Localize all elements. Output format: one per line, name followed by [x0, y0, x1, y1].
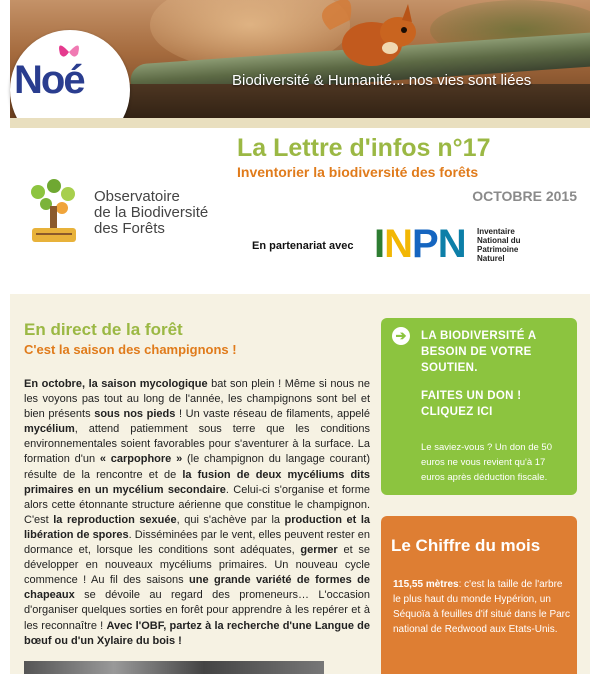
noe-logo[interactable]: Noé	[14, 58, 84, 102]
newsletter-date: OCTOBRE 2015	[472, 188, 577, 204]
chiffre-text	[393, 577, 573, 637]
inpn-line-1: Inventaire	[477, 227, 515, 236]
obf-line-2: de la Biodiversité	[94, 204, 209, 221]
article-body	[24, 377, 370, 649]
article-text: . Disséminées par le vent, elles peuvent rester en dormance et, lorsque les conditions sont adéquates,	[24, 528, 370, 557]
partner-label: En partenariat avec	[252, 240, 354, 252]
chiffre-title: Le Chiffre du mois	[391, 536, 541, 555]
article-text: et se développer en nouveaux mycéliums primaires. Un nouveau cycle commence ! Au fil des saisons	[24, 544, 371, 587]
inpn-letter-n2: N	[437, 222, 466, 266]
chiffre-box	[381, 516, 577, 674]
article-text: germer	[300, 544, 338, 557]
article-text: la reproduction sexuée	[53, 513, 177, 526]
article-text: Avec l'OBF, partez à la recherche d'une Langue de bœuf ou d'un Xylaire du bois !	[24, 619, 371, 647]
article-text: sous nos pieds	[94, 408, 176, 421]
inpn-letter-p: P	[412, 222, 438, 266]
article-text: , qui s'achève par la	[176, 513, 285, 526]
article-text: la fusion de deux mycéliums dits primaires en un mycélium secondaire	[24, 468, 371, 496]
article-photo	[24, 661, 324, 674]
inpn-line-2: National du	[477, 236, 521, 245]
article-text: « carpophore »	[99, 453, 183, 466]
section-title: En direct de la forêt	[24, 320, 183, 339]
article-text: En octobre, la saison mycologique	[24, 378, 208, 390]
newsletter-title: La Lettre d'infos n°17	[237, 134, 491, 162]
inpn-letter-i: I	[374, 222, 385, 266]
chiffre-description: : c'est la taille de l'arbre le plus haut du monde Hypérion, un Séquoïa à feuilles d'if situé dans le Parc national de Redwood aux Etats-Unis.	[393, 579, 571, 635]
inpn-subtitle	[477, 227, 521, 263]
article-text: se dévoile au regard des promeneurs… L'occasion d'organiser quelques sorties en forêt pour apprendre à les repérer et à les reconnaître !	[24, 589, 370, 632]
donate-box[interactable]	[381, 318, 577, 495]
obf-name[interactable]	[94, 189, 208, 237]
obf-line-3: des Forêts	[94, 220, 165, 237]
arrow-right-icon: ➔	[392, 327, 410, 345]
banner-tagline: Biodiversité & Humanité... nos vies sont liées	[232, 72, 532, 89]
newsletter-subtitle: Inventorier la biodiversité des forêts	[237, 164, 479, 180]
inpn-line-3: Patrimoine	[477, 245, 519, 254]
header-divider	[10, 118, 590, 128]
donate-title: LA BIODIVERSITÉ A BESOIN DE VOTRE SOUTIEN.	[421, 330, 536, 374]
article-text: bat son plein ! Même si nous ne les voyons pas tout au long de l'année, les champignons sont bel et bien présents	[24, 378, 370, 421]
obf-line-1: Observatoire	[94, 188, 180, 205]
inpn-letter-n1: N	[384, 222, 413, 266]
donate-link[interactable]: FAITES UN DON ! CLIQUEZ ICI	[421, 390, 522, 418]
article-text: mycélium	[24, 423, 75, 436]
inpn-logo[interactable]	[374, 224, 466, 264]
donate-note: Le saviez-vous ? Un don de 50 euros ne vous revient qu'à 17 euros après déduction fiscale.	[421, 442, 552, 483]
article-text: . Celui-ci s'organise et forme alors cette étonnante structure aérienne que constitue le champignon. C'est	[24, 483, 370, 526]
inpn-line-4: Naturel	[477, 254, 505, 263]
section-subtitle: C'est la saison des champignons !	[24, 342, 237, 357]
article-text: production et la libération de spores	[24, 513, 370, 541]
article-text: (le champignon du langage courant) résulte de la rencontre et de	[24, 453, 370, 481]
chiffre-number: 115,55 mètres	[393, 579, 459, 590]
article-text: , attend patiemment sous terre que les conditions environnementales soient favorables pour s'aventurer à la surface. La formation d'un	[24, 423, 370, 466]
article-text: ! Un vaste réseau de filaments, appelé	[175, 408, 370, 421]
article-text: une grande variété de formes de chapeaux	[24, 574, 370, 602]
obf-tree-logo[interactable]	[24, 178, 84, 246]
